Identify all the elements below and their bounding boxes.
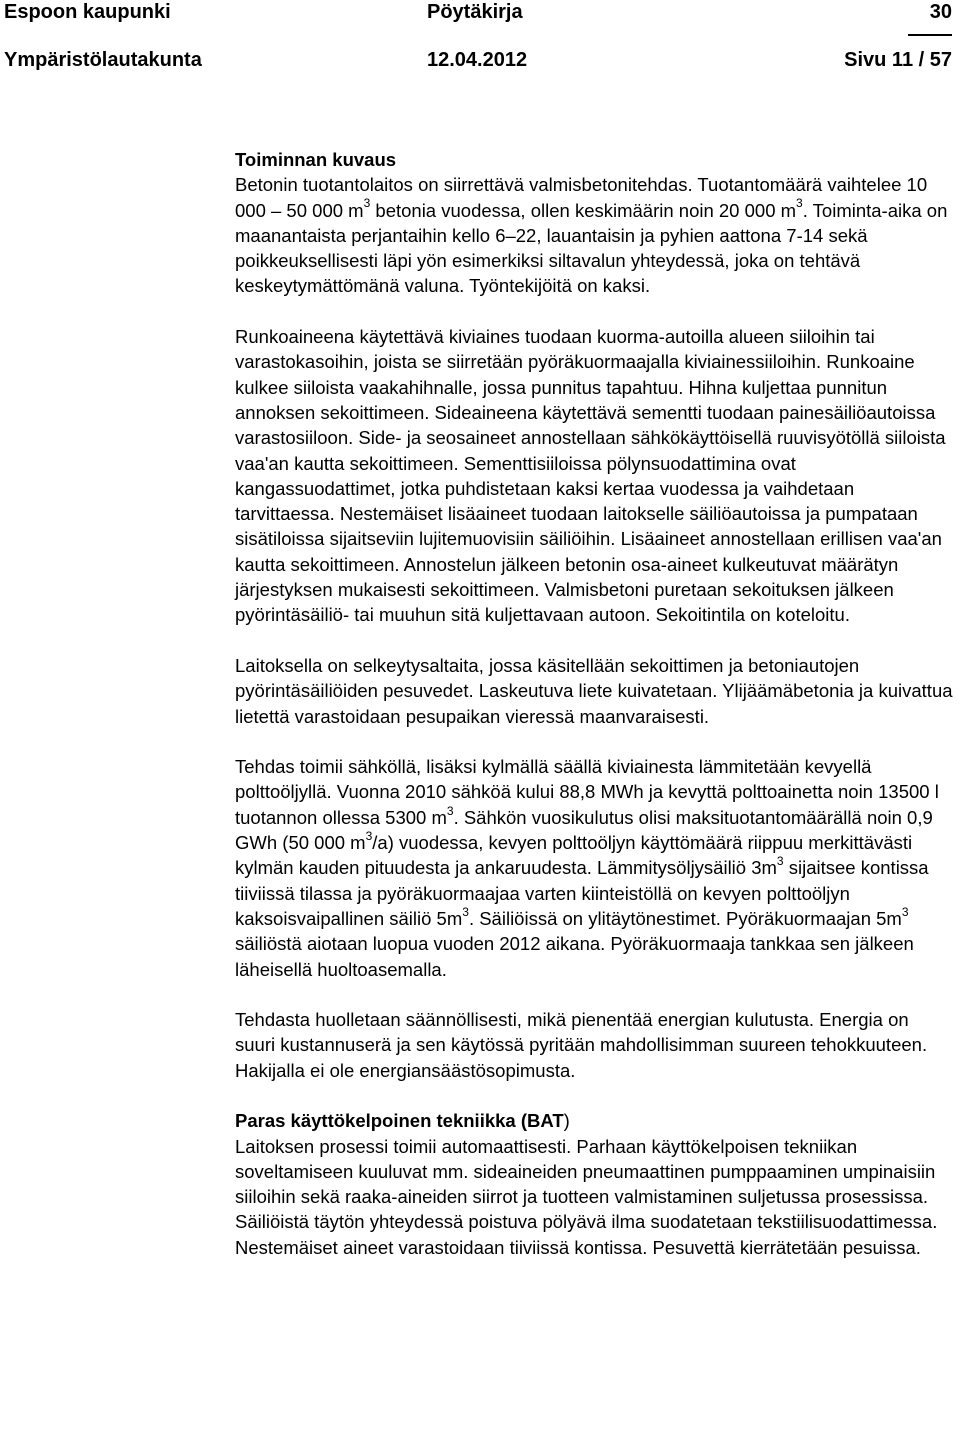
header-page-label: Sivu 11 / 57 — [844, 49, 952, 71]
paragraph-bat — [235, 1108, 953, 1260]
text-run: /a) vuodessa, kevyen polttoöljyn käyttömäärä riippuu merkittävästi kylmän kauden pituudesta ja ankaruudesta. Lämmitysöljysäiliö 3m — [235, 832, 913, 879]
text-run: Betonin tuotantolaitos on siirrettävä valmisbetonitehdas. Tuotantomäärä vaihtelee 10 000 – 50 000 m — [235, 174, 928, 221]
superscript: 3 — [901, 904, 909, 919]
document-body — [235, 147, 953, 1260]
paragraph-maintenance: Tehdasta huolletaan säännöllisesti, mikä pienentää energian kulutusta. Energia on suuri kustannuserä ja sen käytössä pyritään mahdollisimman suureen tehokkuuteen. Hakijalla ei ole energiansäästösopimusta. — [235, 1009, 928, 1081]
text-run: säiliöstä aiotaan luopua vuoden 2012 aikana. Pyöräkuormaaja tankkaa sen jälkeen läheisellä huoltoasemalla. — [235, 933, 914, 980]
heading-bat-paren: ) — [563, 1110, 570, 1132]
text-run: Tehdas toimii sähköllä, lisäksi kylmällä säällä kiviainesta lämmitetään kevyellä polttoöljyllä. Vuonna 2010 sähköä kului 88,8 MWh ja kevyttä polttoainetta noin 13500 l tuotannon ollessa 5300 m — [235, 756, 939, 828]
heading-bat-line — [235, 1108, 953, 1133]
heading-operation: Toiminnan kuvaus — [235, 149, 397, 170]
header-section-number: 30 — [929, 1, 952, 23]
superscript: 3 — [462, 904, 469, 919]
header-date: 12.04.2012 — [427, 49, 528, 71]
header-section-number-box — [908, 0, 952, 24]
heading-bat: Paras käyttökelpoinen tekniikka (BAT — [235, 1110, 564, 1132]
paragraph-energy — [235, 754, 953, 982]
header-organization: Espoon kaupunki — [4, 1, 171, 23]
paragraph-settling-ponds: Laitoksella on selkeytysaltaita, jossa käsitellään sekoittimen ja betoniautojen pyörintäsäiliöiden pesuvedet. Laskeutuva liete kuivatetaan. Ylijäämäbetonia ja kuivattua lietettä varastoidaan pesupaikan vieressä maanvaraisesti. — [235, 654, 953, 727]
superscript: 3 — [446, 803, 454, 818]
header-department: Ympäristölautakunta — [4, 49, 202, 71]
text-run: Laitoksen prosessi toimii automaattisesti. Parhaan käyttökelpoisen tekniikan soveltamiseen kuuluvat mm. sideaineiden pneumaattinen pumppaaminen umpinaisiin siiloihin sekä raaka-aineiden siirrot ja tuotteen valmistaminen suljetussa prosessissa. Säiliöistä täytön yhteydessä poistuva pölyävä ilma suodatetaan tekstiilisuodattimessa. Nestemäiset aineet varastoidaan tiiviissä kontissa. Pesuvettä kierrätetään pesuissa. — [235, 1135, 938, 1258]
text-run: betonia vuodessa, ollen keskimäärin noin 20 000 m — [370, 199, 797, 221]
paragraph-operation-intro — [235, 147, 953, 299]
text-run: . Sähkön vuosikulutus olisi maksituotantomäärällä noin 0,9 GWh (50 000 m — [235, 806, 933, 854]
paragraph-process: Runkoaineena käytettävä kiviaines tuodaan kuorma-autoilla alueen siiloihin tai varastokasoihin, joista se siirretään pyöräkuormaajalla kiviainessiiloihin. Runkoaine kulkee siiloista vaakahihnalle, jossa punnitus tapahtuu. Hihna kuljettaa punnitun annoksen sekoittimeen. Sideaineena käytettävä sementti tuodaan painesäiliöautoissa varastosiiloon. Side- ja seosaineet annostellaan sähkökäyttöisellä ruuvisyötöllä siiloista vaa'an kautta sekoittimeen. Sementtisiiloissa pölynsuodattimina ovat kangassuodattimet, jotka puhdistetaan kaksi kertaa vuodessa ja vaihdetaan tarvittaessa. Nestemäiset lisäaineet tuodaan laitokselle säiliöautoissa ja pumpataan sisätiloissa sijaitseviin lujitemuovisiin säiliöihin. Lisäaineet annostellaan erillisen vaa'an kautta sekoittimeen. Annostelun jälkeen betonin osa-aineet kulkeutuvat määrätyn järjestyksen mukaisesti sekoittimeen. Valmisbetoni puretaan sekoituksen jälkeen pyörintäsäiliö- tai muuhun sitä kuljettavaan autoon. Sekoitintila on koteloitu. — [235, 326, 946, 626]
text-run: . Toiminta-aika on maanantaista perjantaihin kello 6–22, lauantaisin ja pyhien aattona 7-14 sekä poikkeuksellisesti läpi yön esimerkiksi siltavalun yhteydessä, joka on tehtävä keskeytymättömänä valuna. Työntekijöitä on kaksi. — [235, 199, 948, 297]
superscript: 3 — [796, 196, 803, 211]
text-run: sijaitsee kontissa tiiviissä tilassa ja pyöräkuormaajaa varten kiinteistöllä on kevyen polttoöljyn kaksoisvaipallinen säiliö 5m — [235, 857, 929, 929]
header-document-type: Pöytäkirja — [427, 1, 523, 23]
superscript: 3 — [363, 196, 371, 211]
superscript: 3 — [365, 828, 373, 843]
superscript: 3 — [776, 854, 784, 869]
section-number-underline — [908, 34, 952, 36]
text-run: . Säiliöissä on ylitäytönestimet. Pyöräkuormaajan 5m — [468, 907, 902, 929]
